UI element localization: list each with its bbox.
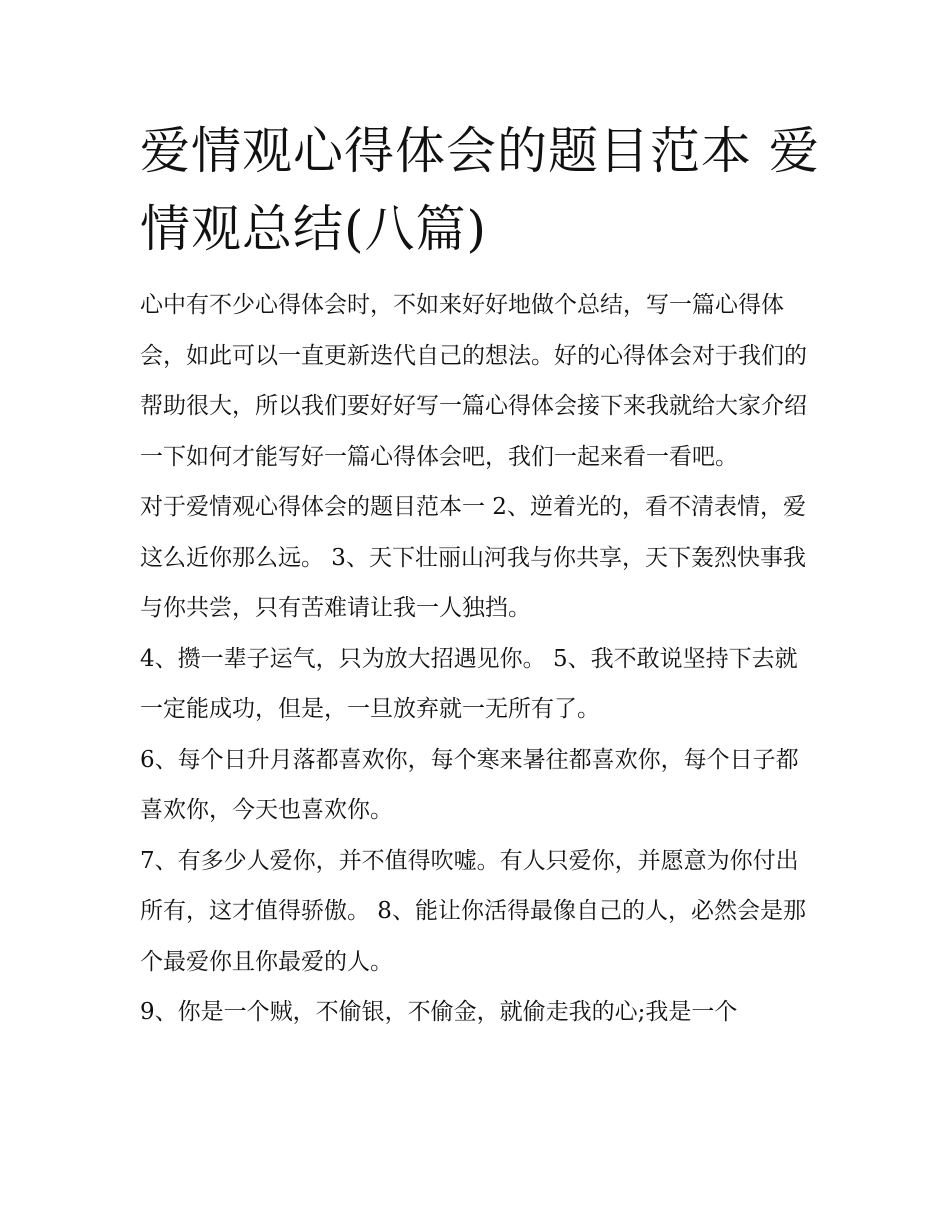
document-body bbox=[140, 280, 815, 1038]
quote-paragraph-2-3: 对于爱情观心得体会的题目范本一 2、逆着光的，看不清表情，爱这么近你那么远。 3、天下壮丽山河我与你共享，天下轰烈快事我与你共尝，只有苦难请让我一人独挡。 bbox=[140, 494, 806, 621]
intro-paragraph: 心中有不少心得体会时，不如来好好地做个总结，写一篇心得体会，如此可以一直更新迭代自己的想法。好的心得体会对于我们的帮助很大，所以我们要好好写一篇心得体会接下来我就给大家介绍一下如何才能写好一篇心得体会吧，我们一起来看一看吧。 bbox=[140, 292, 807, 470]
document-title: 爱情观心得体会的题目范本 爱情观总结(八篇) bbox=[140, 122, 820, 258]
quote-paragraph-9: 9、你是一个贼，不偷银，不偷金，就偷走我的心;我是一个 bbox=[140, 999, 738, 1025]
quote-paragraph-4-5: 4、攒一辈子运气，只为放大招遇见你。 5、我不敢说坚持下去就一定能成功，但是，一旦放弃就一无所有了。 bbox=[140, 645, 798, 722]
quote-paragraph-6: 6、每个日升月落都喜欢你，每个寒来暑往都喜欢你，每个日子都喜欢你，今天也喜欢你。 bbox=[140, 746, 799, 823]
quote-paragraph-7-8: 7、有多少人爱你，并不值得吹嘘。有人只爱你，并愿意为你付出所有，这才值得骄傲。 8、能让你活得最像自己的人，必然会是那个最爱你且你最爱的人。 bbox=[140, 847, 806, 975]
